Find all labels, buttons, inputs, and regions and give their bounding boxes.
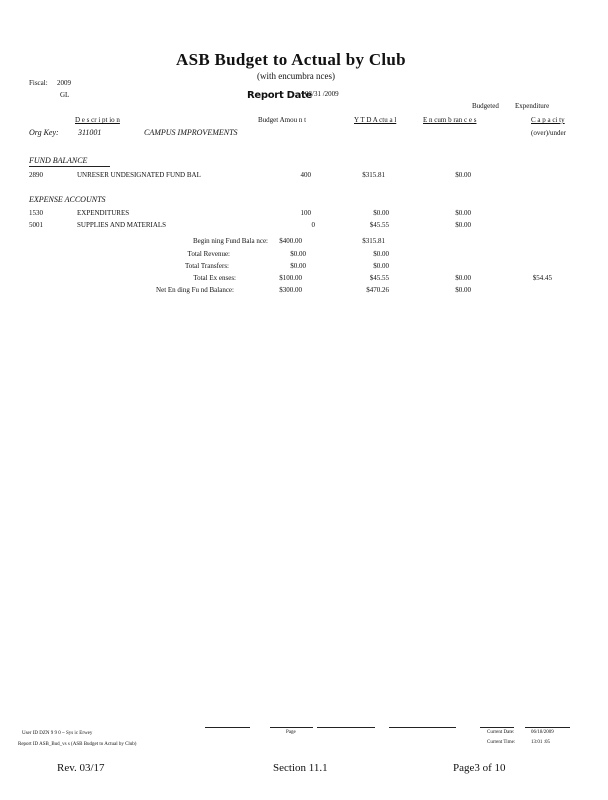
encumbrances: $0.00: [455, 221, 471, 229]
footer-revision: Rev. 03/17: [57, 762, 105, 774]
current-date-value: 06/18/2009: [531, 730, 554, 735]
summary-budget: $300.00: [279, 286, 302, 294]
header-description: D e s cr i pt io n: [75, 116, 120, 124]
report-title: ASB Budget to Actual by Club: [176, 50, 406, 69]
summary-capacity: $54.45: [532, 274, 552, 282]
summary-label: Total Ex enses:: [193, 274, 236, 282]
header-encumbrances: E n cum b ran c e s: [423, 116, 477, 124]
summary-budget: $0.00: [290, 262, 306, 270]
report-id-line: Report ID ASB_Bud_vs s (ASB Budget to Actual by Club): [18, 742, 137, 747]
account-code: 1530: [29, 209, 43, 217]
section-fund-balance: FUND BALANCE: [29, 156, 88, 165]
summary-label: Total Revenue:: [187, 250, 230, 258]
ytd-actual: $0.00: [373, 209, 389, 217]
section-expense-accounts: EXPENSE ACCOUNTS: [29, 195, 106, 204]
summary-encumbrances: $0.00: [455, 274, 471, 282]
ytd-actual: $45.55: [369, 221, 389, 229]
header-over-under: (over)/under: [531, 129, 566, 137]
footer-page-number: Page3 of 10: [453, 762, 506, 774]
budget-amount: 0: [311, 221, 315, 229]
header-budgeted: Budgeted: [472, 102, 499, 110]
org-key-label: Org Key:: [29, 128, 59, 137]
signature-line: [205, 727, 250, 728]
fund-balance-divider: [29, 166, 110, 167]
budget-amount: 400: [300, 171, 311, 179]
header-ytd-actual: Y T D A ctu a l: [354, 116, 397, 124]
summary-budget: $0.00: [290, 250, 306, 258]
account-description: EXPENDITURES: [77, 209, 130, 217]
header-capacity: C a p a ci ty: [531, 116, 565, 124]
org-key-value: 311001: [78, 128, 102, 137]
summary-label: Net En ding Fu nd Balance:: [156, 286, 234, 294]
org-name: CAMPUS IMPROVEMENTS: [144, 128, 238, 137]
account-description: UNRESER UNDESIGNATED FUND BAL: [77, 171, 201, 179]
gl-label: GL: [60, 91, 70, 99]
account-code: 5001: [29, 221, 43, 229]
account-code: 2890: [29, 171, 43, 179]
signature-line: [270, 727, 313, 728]
summary-label: Total Transfers:: [184, 262, 229, 270]
signature-line: [317, 727, 375, 728]
current-time-label: Current Time:: [487, 740, 516, 745]
report-date: 03/31 /2009: [305, 90, 339, 98]
encumbrances: $0.00: [455, 209, 471, 217]
report-date-label: Report Date: [247, 90, 313, 101]
fiscal-year: 2009: [57, 79, 71, 87]
summary-ytd: $0.00: [373, 250, 389, 258]
summary-label: Begin ning Fund Bala nce:: [192, 237, 268, 245]
budget-amount: 100: [300, 209, 311, 217]
summary-ytd: $0.00: [373, 262, 389, 270]
summary-encumbrances: $0.00: [455, 286, 471, 294]
fiscal-label: Fiscal:: [29, 79, 48, 87]
signature-line: [480, 727, 514, 728]
signature-page-label: Page: [286, 730, 296, 735]
current-date-label: Current Date:: [487, 730, 515, 735]
signature-line: [389, 727, 456, 728]
summary-ytd: $315.81: [362, 237, 385, 245]
summary-budget: $100.00: [279, 274, 302, 282]
report-subtitle: (with encumbra nces): [257, 71, 335, 81]
signature-line: [525, 727, 570, 728]
summary-ytd: $45.55: [369, 274, 389, 282]
header-budget-amount: Budget Amou n t: [258, 116, 307, 124]
current-time-value: 13:01 :05: [531, 740, 551, 745]
account-description: SUPPLIES AND MATERIALS: [77, 221, 167, 229]
user-id-line: User ID DZN 9 9 0 ~ Sys ic Erwey: [22, 731, 93, 736]
ytd-actual: $315.81: [362, 171, 385, 179]
header-expenditure: Expenditure: [515, 102, 550, 110]
summary-ytd: $470.26: [366, 286, 389, 294]
encumbrances: $0.00: [455, 171, 471, 179]
footer-section: Section 11.1: [273, 762, 328, 774]
summary-budget: $400.00: [279, 237, 302, 245]
